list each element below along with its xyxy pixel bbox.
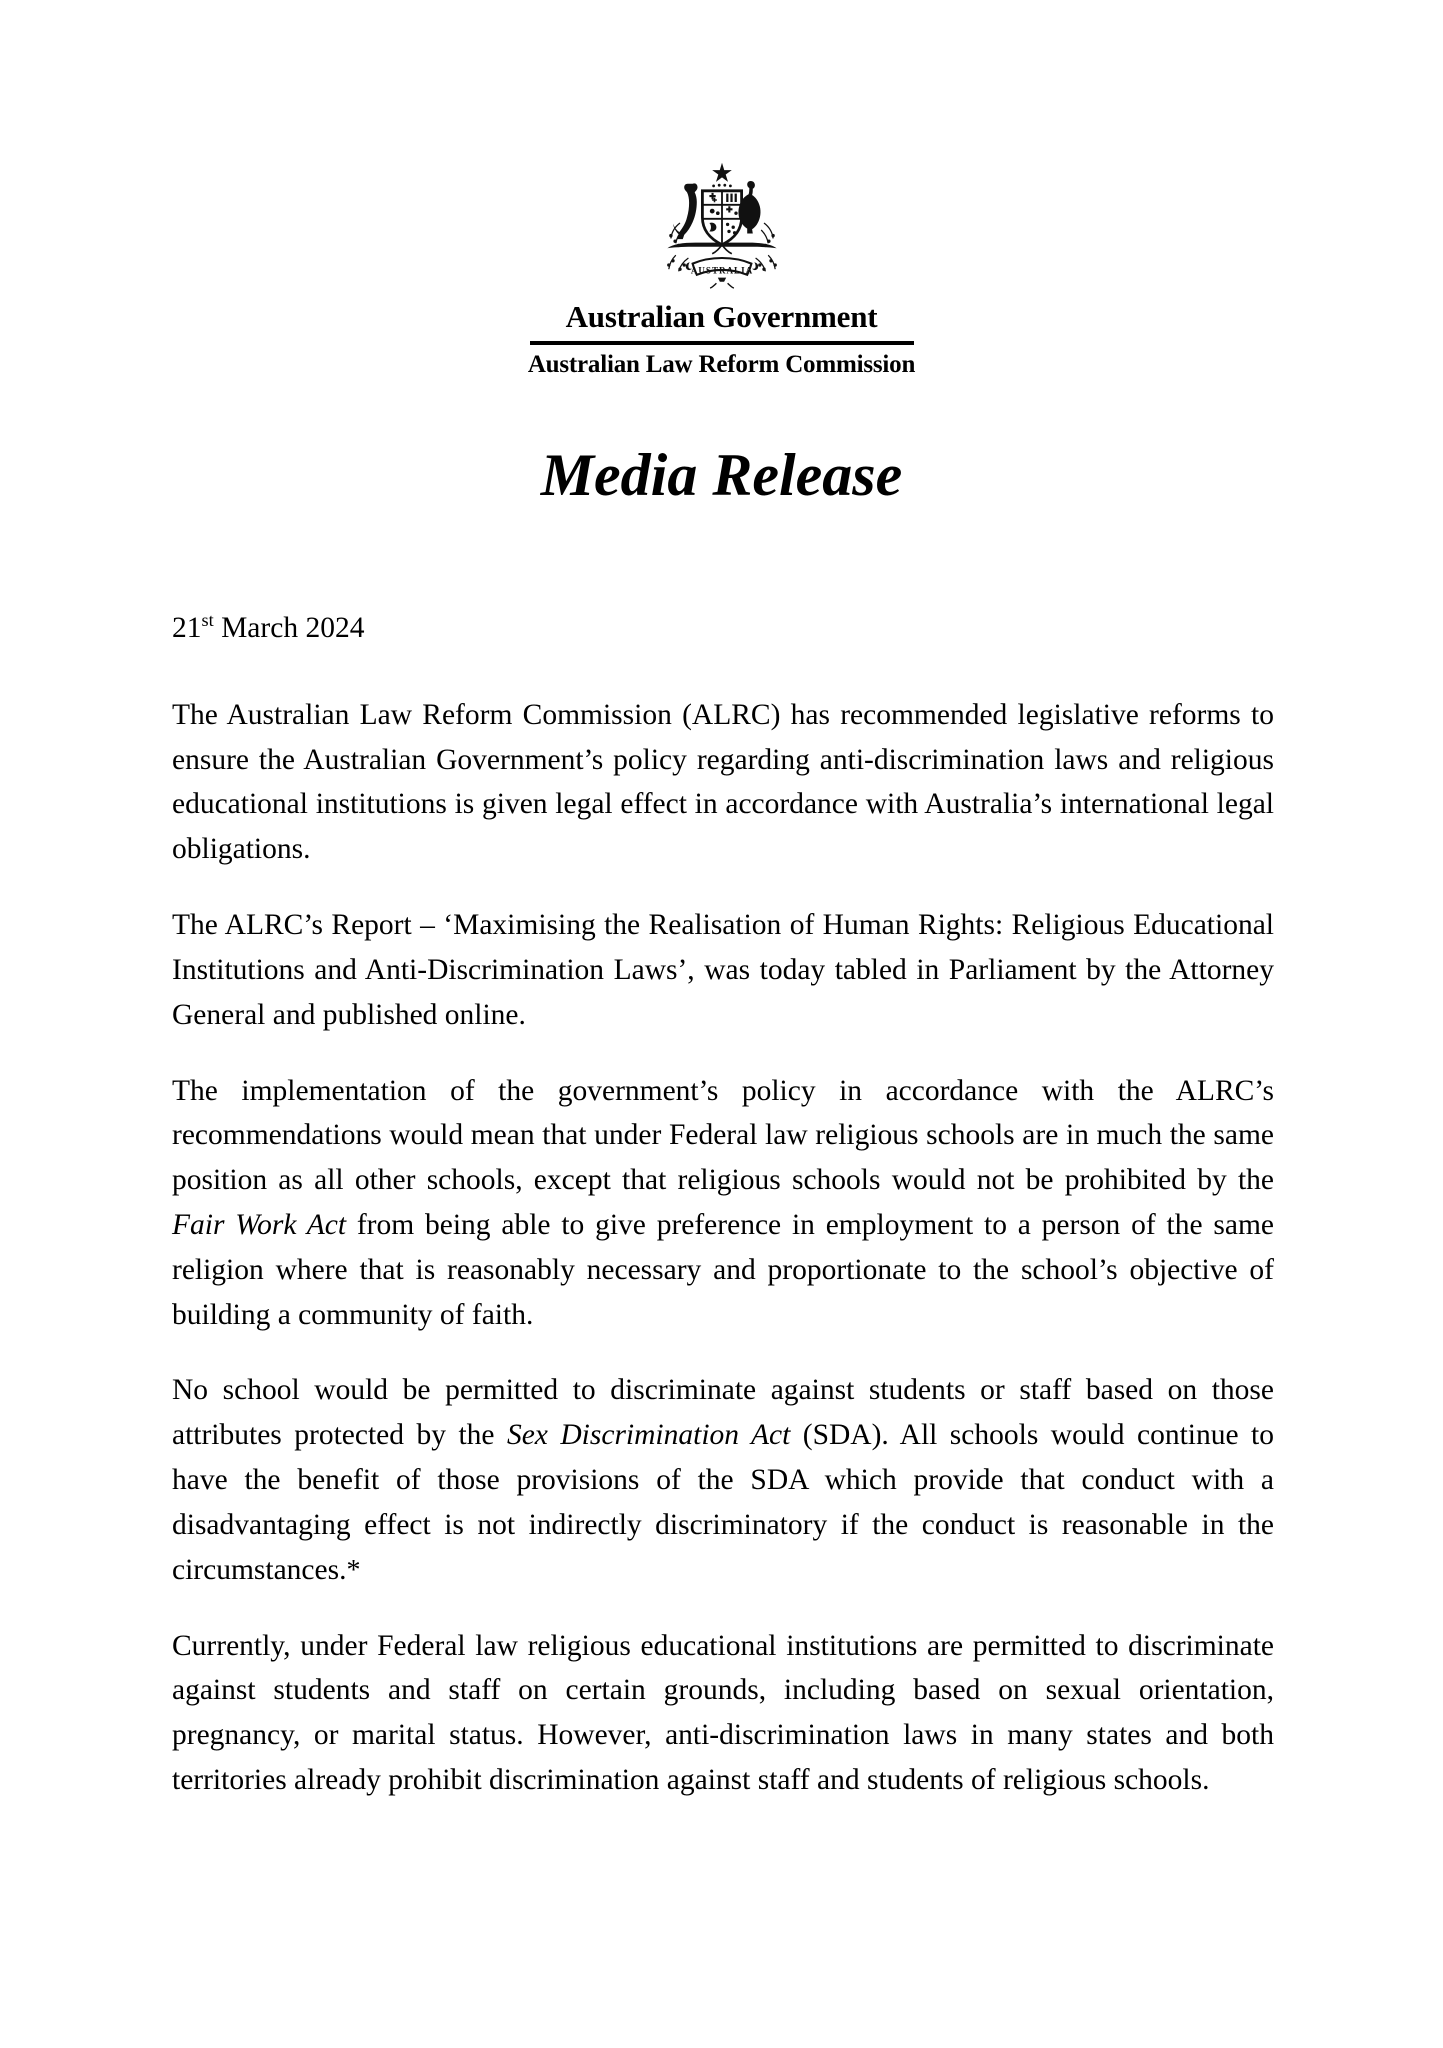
text-run: The ALRC’s Report – ‘Maximising the Realisation of Human Rights: Religious Educational Institutions and Anti-Discrimination Laws’, was today tabled in Parliament by the Attorney General and published online. (172, 909, 1274, 1031)
release-date (172, 608, 1274, 649)
government-name: Australian Government (565, 299, 878, 334)
legislation-title: Sex Discrimination Act (506, 1419, 791, 1452)
text-run: The implementation of the government’s policy in accordance with the ALRC’s recommendations would mean that under Federal law religious schools are in much the same position as all other schools, except that religious schools would not be prohibited by the (172, 1074, 1274, 1197)
text-run: The Australian Law Reform Commission (ALRC) has recommended legislative reforms to ensure the Australian Government’s policy regarding anti-discrimination laws and religious educational institutions is given legal effect in accordance with Australia’s international legal obligations. (172, 698, 1274, 866)
release-date-day: 21 (172, 612, 202, 644)
masthead-divider (530, 341, 914, 345)
agency-name: Australian Law Reform Commission (527, 351, 916, 379)
text-run: Currently, under Federal law religious educational institutions are permitted to discriminate against students and staff on certain grounds, including based on sexual orientation, pregnancy, or marital status. However, anti-discrimination laws in many states and both territories already prohibit discrimination against staff and students of religious schools. (172, 1629, 1274, 1797)
svg-text:AUSTRALIA: AUSTRALIA (690, 265, 753, 276)
para-3 (172, 1069, 1274, 1338)
para-2 (172, 903, 1274, 1037)
para-5 (172, 1624, 1274, 1803)
page-title: Media Release (540, 442, 903, 508)
text-run: No school would be permitted to discriminate against students or staff based on those attributes protected by the (172, 1374, 1274, 1452)
release-date-ordinal-suffix: st (201, 610, 214, 631)
legislation-title: Fair Work Act (172, 1208, 347, 1241)
para-1 (172, 693, 1274, 872)
para-4 (172, 1368, 1274, 1592)
text-run: from being able to give preference in employment to a person of the same religion where that is reasonably necessary and proportionate to the school’s objective of building a community of faith. (172, 1208, 1274, 1331)
release-date-month-year: March 2024 (213, 612, 365, 644)
masthead (0, 152, 1443, 379)
text-run: (SDA). All schools would continue to have the benefit of those provisions of the SDA which provide that conduct with a disadvantaging effect is not indirectly discriminatory if the conduct is reasonable in the circumstances. (172, 1419, 1275, 1586)
footnote-marker: * (346, 1554, 361, 1586)
paragraph-list (172, 693, 1274, 1803)
australian-coat-of-arms-icon (652, 152, 792, 294)
document-body (172, 608, 1274, 1803)
